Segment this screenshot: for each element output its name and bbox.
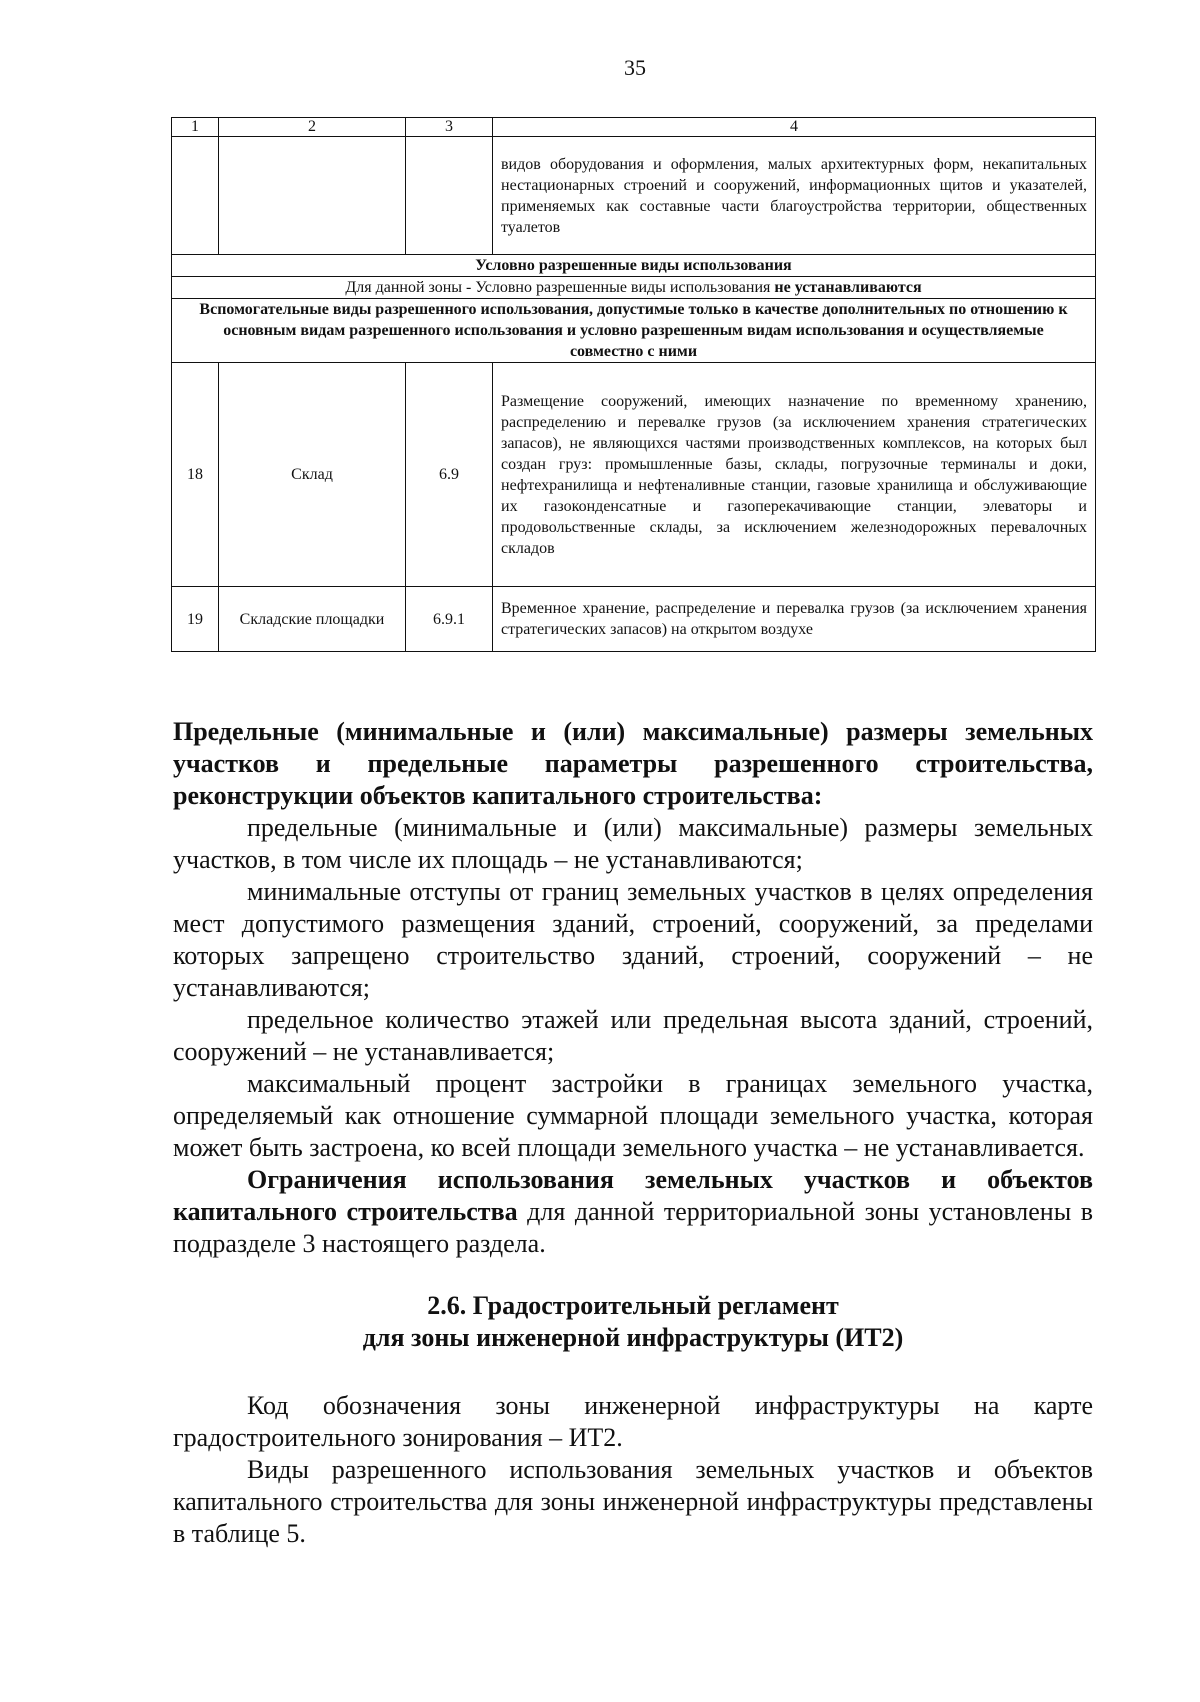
section-title-line-2: для зоны инженерной инфраструктуры (ИТ2) [362, 1323, 904, 1352]
row-name: Склад [219, 363, 406, 587]
row-number: 19 [172, 587, 219, 652]
table-row [172, 363, 1096, 587]
row-name: Складские площадки [219, 587, 406, 652]
header-col-4: 4 [493, 118, 1096, 137]
limits-paragraph-2: минимальные отступы от границ земельных участков в целях определения мест допустимого размещения зданий, строений, сооружений, за пределами которых запрещено строительство зданий, строений, сооружений – не устанавливаются; [173, 877, 1093, 1002]
table-row-continued [172, 137, 1096, 255]
header-col-3: 3 [406, 118, 493, 137]
use-types-paragraph: Виды разрешенного использования земельных участков и объектов капитального строительства для зоны инженерной инфраструктуры представлены в таблице 5. [173, 1455, 1093, 1548]
limits-paragraph-3: предельное количество этажей или предельная высота зданий, строений, сооружений – не устанавливается; [173, 1005, 1093, 1066]
header-col-1: 1 [172, 118, 219, 137]
section-title-line-1: 2.6. Градостроительный регламент [427, 1291, 839, 1320]
land-use-table [171, 117, 1096, 652]
table-header-row [172, 118, 1096, 137]
table-row [172, 587, 1096, 652]
row-number: 18 [172, 363, 219, 587]
limits-paragraph-1: предельные (минимальные и (или) максимальные) размеры земельных участков, в том числе их площадь – не устанавливаются; [173, 813, 1093, 874]
row-description: видов оборудования и оформления, малых архитектурных форм, некапитальных нестационарных строений и сооружений, информационных щитов и указателей, применяемых как составные части благоустройства территории, общественных туалетов [493, 137, 1096, 255]
restrictions-paragraph [173, 1164, 1093, 1260]
conditional-uses-note [172, 277, 1096, 299]
row-code: 6.9 [406, 363, 493, 587]
section-title: Вспомогательные виды разрешенного использования, допустимые только в качестве дополнительных по отношению к основным видам разрешенного использования и условно разрешенным видам использования и осуществляемые совместно с ними [172, 299, 1096, 363]
page-number: 35 [624, 55, 646, 80]
restrictions-bold: Ограничения использования земельных участков и объектов капитального строительства [173, 1165, 1093, 1226]
row-description: Размещение сооружений, имеющих назначение по временному хранению, распределению и перевалке грузов (за исключением хранения стратегических запасов), не являющихся частями производственных комплексов, на которых был создан груз: промышленные базы, склады, погрузочные терминалы и доки, нефтехранилища и нефтеналивные станции, газовые хранилища и обслуживающие их газоконденсатные и газоперекачивающие станции, элеваторы и продовольственные склады, за исключением железнодорожных перевалочных складов [493, 363, 1096, 587]
note-prefix: Для данной зоны - Условно разрешенные виды использования [345, 279, 775, 296]
note-bold: не устанавливаются [774, 279, 922, 296]
header-col-2: 2 [219, 118, 406, 137]
limits-paragraph-4: максимальный процент застройки в границах земельного участка, определяемый как отношение суммарной площади земельного участка, которая может быть застроена, ко всей площади земельного участка – не устанавливается. [173, 1069, 1093, 1162]
restrictions-rest: для данной территориальной зоны установлены в подразделе 3 настоящего раздела. [173, 1197, 1093, 1258]
section-auxiliary-uses [172, 299, 1096, 363]
zone-code-paragraph: Код обозначения зоны инженерной инфраструктуры на карте градостроительного зонирования – ИТ2. [173, 1391, 1093, 1452]
limits-heading: Предельные (минимальные и (или) максимальные) размеры земельных участков и предельные параметры разрешенного строительства, реконструкции объектов капитального строительства: [173, 717, 1093, 810]
row-description: Временное хранение, распределение и перевалка грузов (за исключением хранения стратегических запасов) на открытом воздухе [493, 587, 1096, 652]
row-code: 6.9.1 [406, 587, 493, 652]
section-conditional-uses [172, 255, 1096, 277]
section-title: Условно разрешенные виды использования [172, 255, 1096, 277]
document-body [173, 716, 1093, 1550]
